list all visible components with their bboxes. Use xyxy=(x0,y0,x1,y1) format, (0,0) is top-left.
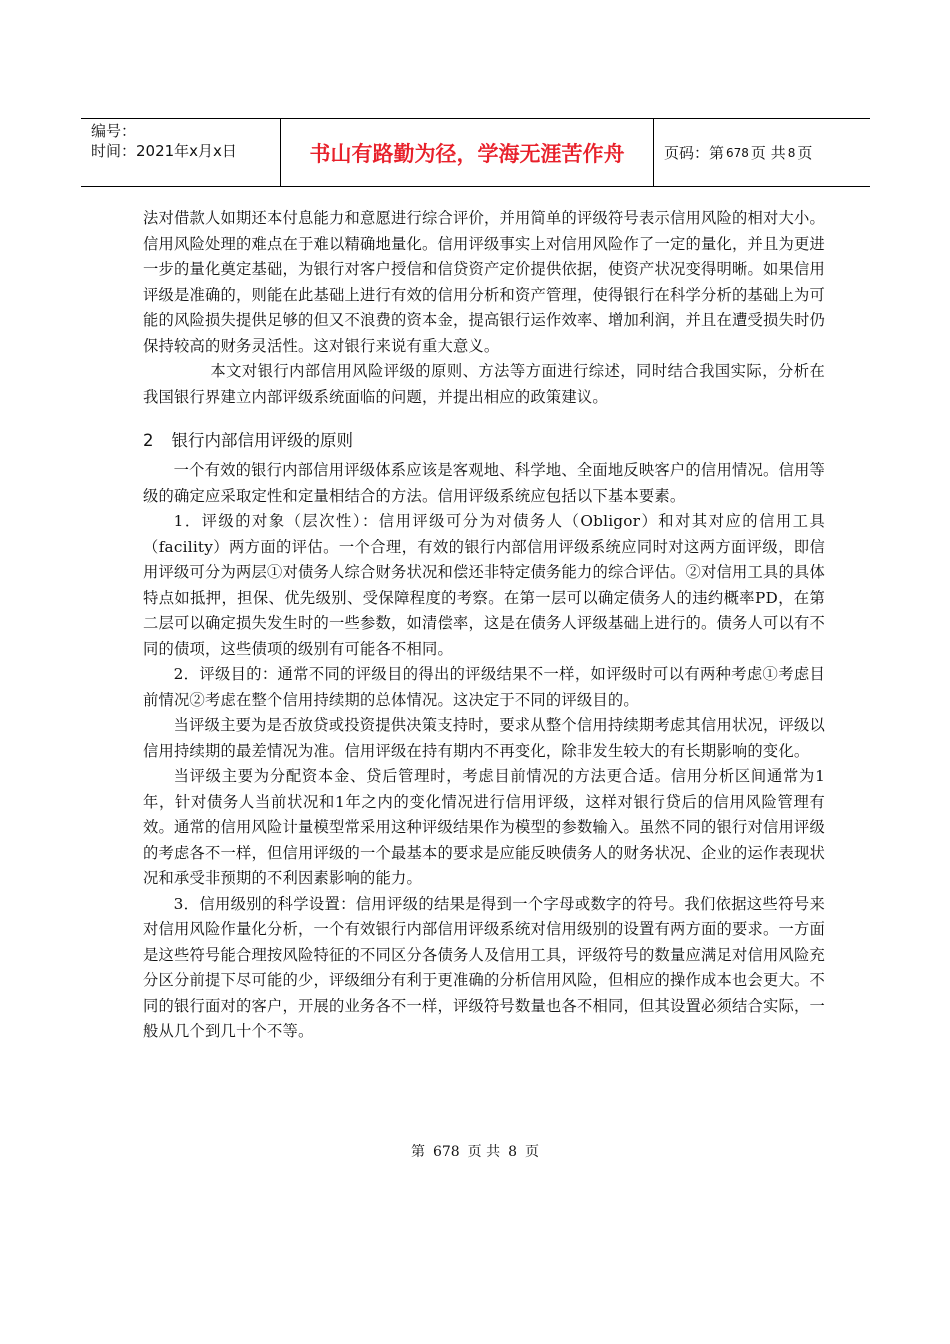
header-page-suffix: 页 xyxy=(797,144,813,162)
time-label: 时间：2021年x月x日 xyxy=(91,142,237,160)
document-body xyxy=(143,206,825,1045)
paragraph-5: 2．评级目的：通常不同的评级目的得出的评级结果不一样，如评级时可以有两种考虑①考虑目前情况②考虑在整个信用持续期的总体情况。这决定于不同的评级目的。 xyxy=(143,665,825,709)
paragraph-7: 当评级主要为分配资本金、贷后管理时，考虑目前情况的方法更合适。信用分析区间通常为1年，针对债务人当前状况和1年之内的变化情况进行信用评级，这样对银行贷后的信用风险管理有效。通常的信用风险计量模型常采用这种评级结果作为模型的参数输入。虽然不同的银行对信用评级的考虑各不一样，但信用评级的一个最基本的要求是应能反映债务人的财务状况、企业的运作表现状况和承受非预期的不利因素影响的能力。 xyxy=(143,767,825,887)
paragraph-3: 一个有效的银行内部信用评级体系应该是客观地、科学地、全面地反映客户的信用情况。信用等级的确定应采取定性和定量相结合的方法。信用评级系统应包括以下基本要素。 xyxy=(143,461,825,505)
header-motto: 书山有路勤为径，学海无涯苦作舟 xyxy=(281,119,654,186)
document-header xyxy=(81,118,870,187)
paragraph-2: 本文对银行内部信用风险评级的原则、方法等方面进行综述，同时结合我国实际，分析在我国银行界建立内部评级系统面临的问题，并提出相应的政策建议。 xyxy=(143,362,825,406)
footer-page-number: 678 xyxy=(432,1144,460,1160)
header-meta-cell xyxy=(81,119,281,186)
section-heading xyxy=(143,428,825,454)
section-number: 2 xyxy=(143,431,154,450)
footer-total: 8 xyxy=(508,1144,518,1160)
number-label: 编号： xyxy=(91,122,137,140)
header-page-prefix: 页码：第 xyxy=(664,144,725,162)
header-page-middle: 页 共 xyxy=(750,144,786,162)
page-footer xyxy=(0,1141,950,1161)
header-page-info xyxy=(654,119,870,186)
paragraph-8: 3．信用级别的科学设置：信用评级的结果是得到一个字母或数字的符号。我们依据这些符号来对信用风险作量化分析，一个有效银行内部信用评级系统对信用级别的设置有两方面的要求。一方面是这些符号能合理按风险特征的不同区分各债务人及信用工具，评级符号的数量应满足对信用风险充分区分前提下尽可能的少，评级细分有利于更准确的分析信用风险，但相应的操作成本也会更大。不同的银行面对的客户，开展的业务各不一样，评级符号数量也各不相同，但其设置必须结合实际，一般从几个到几十个不等。 xyxy=(143,894,825,1040)
paragraph-6: 当评级主要为是否放贷或投资提供决策支持时，要求从整个信用持续期考虑其信用状况，评级以信用持续期的最差情况为准。信用评级在持有期内不再变化，除非发生较大的有长期影响的变化。 xyxy=(143,716,825,760)
footer-middle: 页 共 xyxy=(467,1144,501,1160)
footer-prefix: 第 xyxy=(410,1144,425,1160)
header-page-total: 8 xyxy=(787,145,796,160)
paragraph-1: 法对借款人如期还本付息能力和意愿进行综合评价，并用简单的评级符号表示信用风险的相对大小。信用风险处理的难点在于难以精确地量化。信用评级事实上对信用风险作了一定的量化，并且为更进一步的量化奠定基础，为银行对客户授信和信贷资产定价提供依据，使资产状况变得明晰。如果信用评级是准确的，则能在此基础上进行有效的信用分析和资产管理，使得银行在科学分析的基础上为可能的风险损失提供足够的但又不浪费的资本金，提高银行运作效率、增加利润，并且在遭受损失时仍保持较高的财务灵活性。这对银行来说有重大意义。 xyxy=(143,209,825,355)
section-title: 银行内部信用评级的原则 xyxy=(171,431,353,450)
paragraph-4: 1．评级的对象（层次性）：信用评级可分为对债务人（Obligor）和对其对应的信用工具（facility）两方面的评估。一个合理，有效的银行内部信用评级系统应同时对这两方面评级，即信用评级可分为两层①对债务人综合财务状况和偿还非特定债务能力的综合评估。②对信用工具的具体特点如抵押，担保、优先级别、受保障程度的考察。在第一层可以确定债务人的违约概率PD，在第二层可以确定损失发生时的一些参数，如清偿率，这是在债务人评级基础上进行的。债务人可以有不同的债项，这些债项的级别有可能各不相同。 xyxy=(143,512,825,658)
header-page-number: 678 xyxy=(726,145,749,160)
footer-suffix: 页 xyxy=(525,1144,540,1160)
